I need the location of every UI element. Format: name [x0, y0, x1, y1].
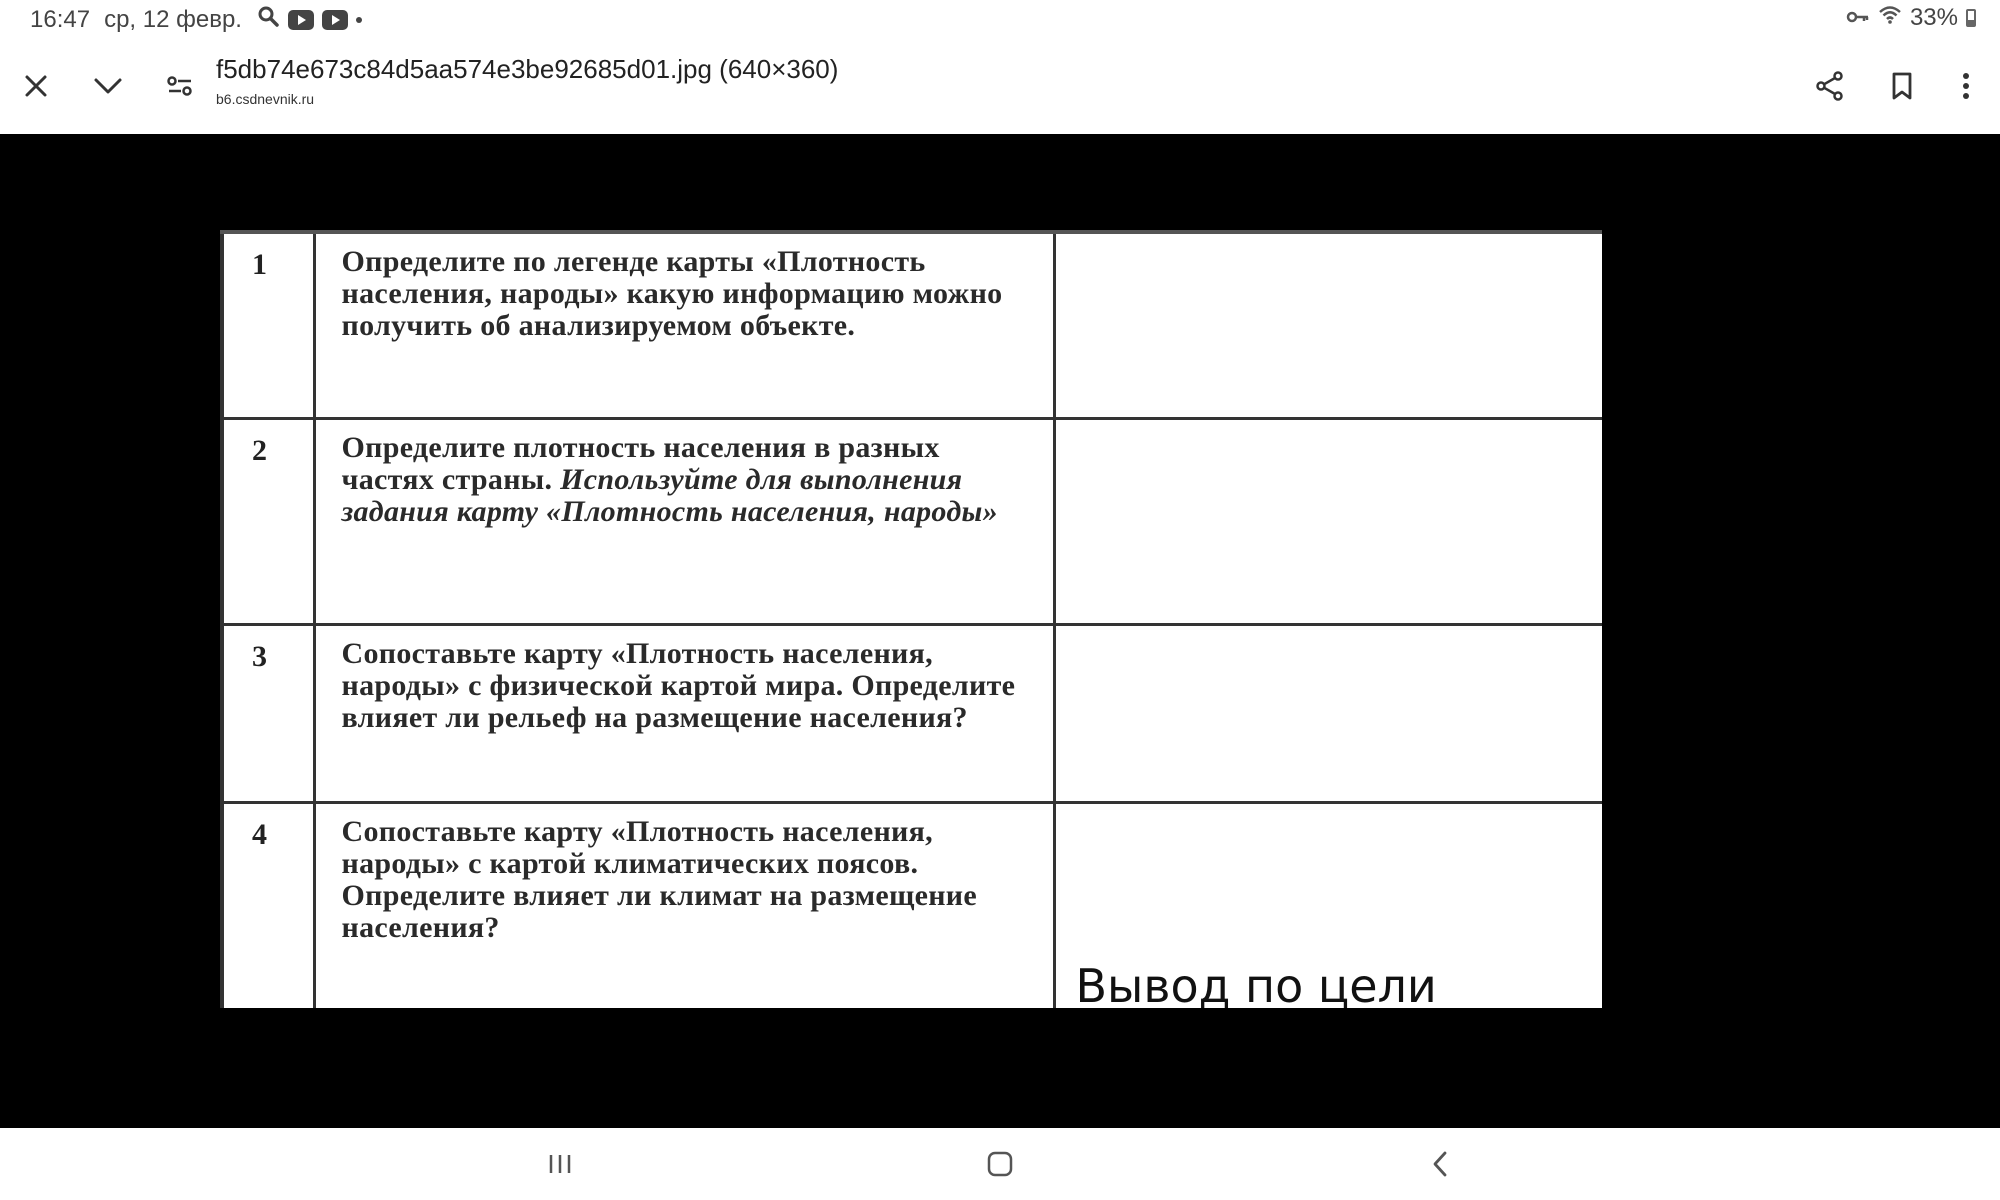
share-icon: [1814, 70, 1846, 102]
task-text: [314, 802, 1054, 1008]
navigation-bar: [0, 1128, 2000, 1200]
table-row: [222, 624, 1602, 802]
close-icon: [22, 72, 50, 100]
table-row: [222, 232, 1602, 418]
page-settings-button[interactable]: [152, 58, 208, 114]
title-block: [216, 54, 838, 107]
page-url: b6.csdnevnik.ru: [216, 91, 315, 107]
collapse-button[interactable]: [80, 58, 136, 114]
row-number: 3: [222, 624, 314, 802]
youtube-icon: [288, 10, 314, 30]
status-bar: [0, 0, 2000, 40]
task-text: [314, 418, 1054, 624]
wifi-icon: [1878, 4, 1902, 32]
row-number: 4: [222, 802, 314, 1008]
close-button[interactable]: [8, 58, 64, 114]
task-text-regular: Определите плотность населения в разных частях страны.: [341, 430, 940, 496]
share-button[interactable]: [1802, 58, 1858, 114]
app-bar: [0, 40, 2000, 132]
answer-cell: [1054, 802, 1602, 1008]
table-row: [222, 418, 1602, 624]
more-options-button[interactable]: [1938, 58, 1994, 114]
status-time: 16:47: [30, 5, 91, 33]
row-number: 1: [222, 232, 314, 418]
task-table: [220, 230, 1602, 1008]
battery-percent: 33%: [1909, 4, 1958, 31]
task-text-italic: Используйте для выполнения задания карту «Плотность населения, народы»: [341, 462, 998, 528]
bookmark-icon: [1890, 71, 1914, 101]
recents-icon: [547, 1153, 573, 1175]
task-text-regular: Определите по легенде карты «Плотность населения, народы» какую информацию можно получить об анализируемом объекте.: [341, 245, 1003, 342]
back-icon: [1431, 1150, 1449, 1178]
search-icon: [256, 4, 280, 35]
bookmark-button[interactable]: [1874, 58, 1930, 114]
youtube-icon: [322, 10, 348, 30]
document-image: [220, 230, 1602, 1008]
chevron-down-icon: [93, 76, 123, 96]
battery-icon: [1966, 9, 1976, 27]
page-title: f5db74e673c84d5aa574e3be92685d01.jpg (640×360): [216, 54, 839, 84]
more-vert-icon: [1961, 71, 1971, 101]
task-text-regular: Сопоставьте карту «Плотность населения, народы» с физической картой мира. Определите влияет ли рельеф на размещение населения?: [341, 636, 1016, 734]
task-text: [314, 624, 1054, 802]
home-button[interactable]: [970, 1140, 1030, 1188]
vpn-key-icon: [1846, 4, 1870, 32]
answer-cell: [1054, 232, 1602, 418]
tune-icon: [166, 74, 194, 98]
status-right: [1846, 4, 1976, 32]
more-dot-icon: [356, 17, 362, 23]
conclusion-text: Вывод по цели: [1075, 958, 1437, 1008]
status-date: ср, 12 февр.: [104, 5, 242, 33]
answer-cell: [1054, 624, 1602, 802]
home-icon: [986, 1150, 1014, 1178]
table-row: [222, 802, 1602, 1008]
recents-button[interactable]: [530, 1140, 590, 1188]
task-text: [314, 232, 1054, 418]
status-left: [30, 4, 362, 35]
image-viewer[interactable]: [0, 134, 2000, 1128]
notification-icons: [256, 4, 362, 35]
back-button[interactable]: [1410, 1140, 1470, 1188]
task-text-regular: Сопоставьте карту «Плотность населения, народы» с картой климатических поясов. Определите влияет ли климат на размещение населения?: [341, 814, 977, 944]
answer-cell: [1054, 418, 1602, 624]
row-number: 2: [222, 418, 314, 624]
